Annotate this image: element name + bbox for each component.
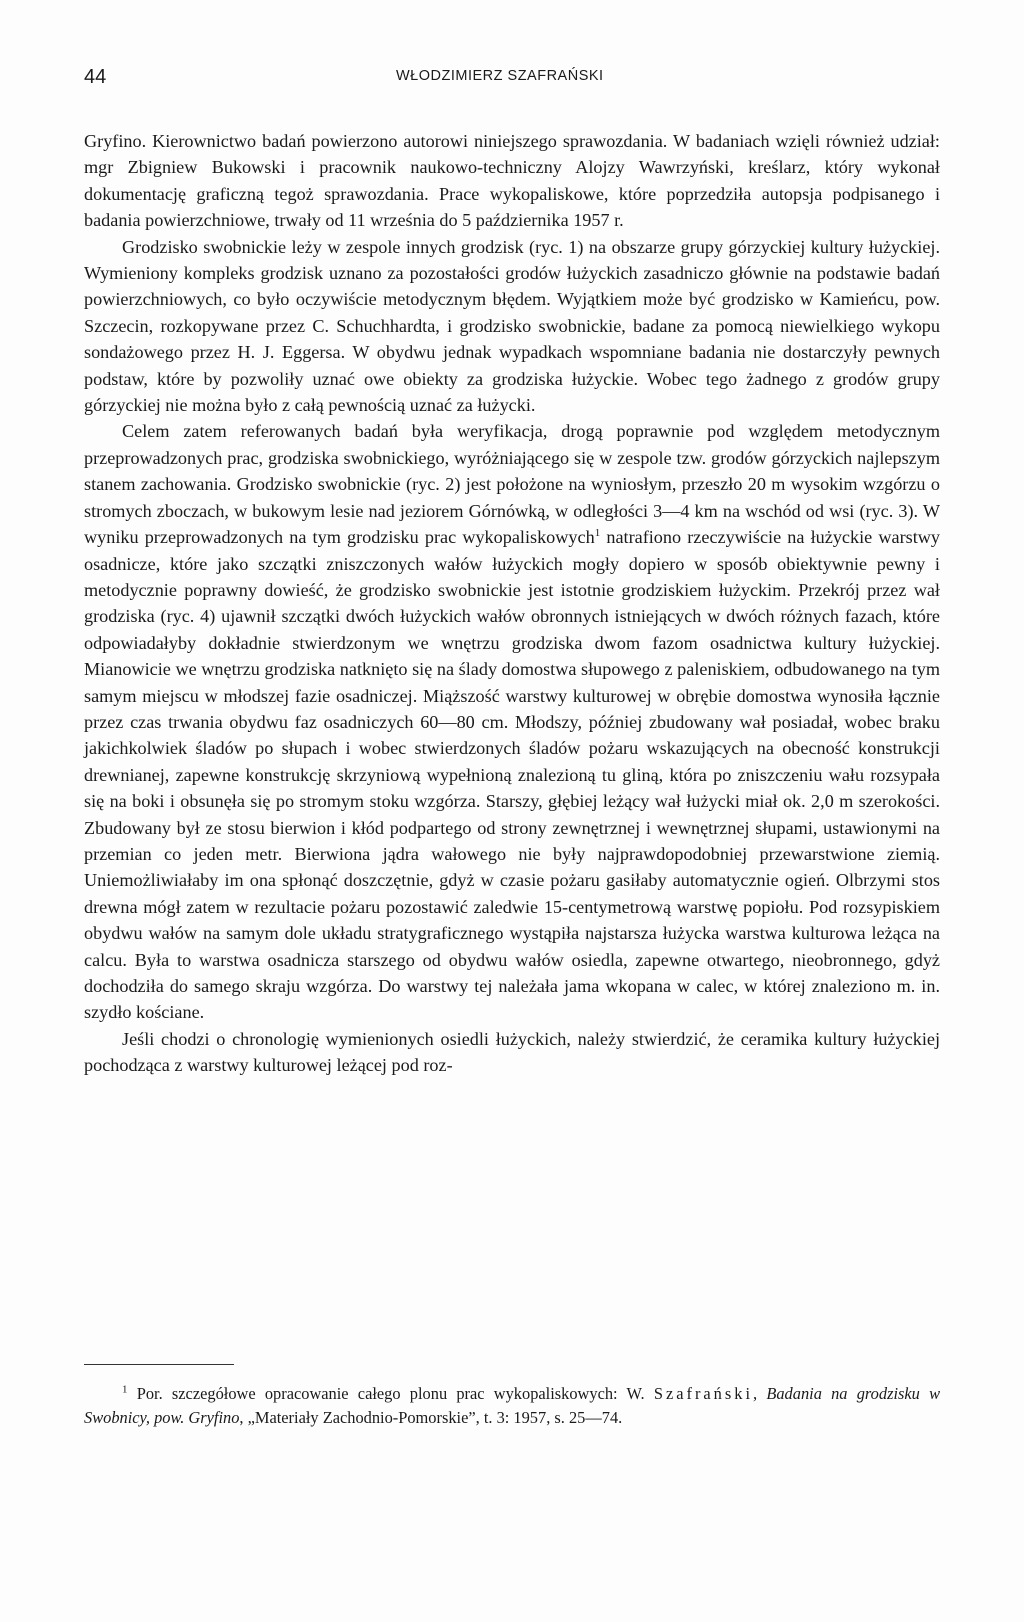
footnote-separator [84, 1364, 234, 1365]
paragraph-3-part-2: natrafiono rzeczywiście na łużyckie warstwy osadnicze, które jako szczątki zniszczonych wałów łużyckich mogły dopiero w sposób obiektywnie pewny i metodycznie poprawny dowieść, że grodzisko swobnickie jest istotnie grodziskiem łużyckim. Przekrój przez wał grodziska (ryc. 4) ujawnił szczątki dwóch łużyckich wałów obronnych istniejących w dwóch różnych fazach, które odpowiadałyby dokładnie stwierdzonym we wnętrzu grodziska dwom fazom osadnictwa kultury łużyckiej. Mianowicie we wnętrzu grodziska natknięto się na ślady domostwa słupowego z paleniskiem, odbudowanego na tym samym miejscu w młodszej fazie osadniczej. Miąższość warstwy kulturowej w obrębie domostwa wynosiła łącznie przez czas trwania obydwu faz osadniczych 60—80 cm. Młodszy, później zbudowany wał posiadał, wobec braku jakichkolwiek śladów po słupach i wobec stwierdzonych śladów pożaru wskazujących na obecność konstrukcji drewnianej, zapewne konstrukcję skrzyniową wypełnioną znalezioną tu gliną, która po zniszczeniu wału rozsypała się na boki i obsunęła się po stromym stoku wzgórza. Starszy, głębiej leżący wał łużycki miał ok. 2,0 m szerokości. Zbudowany był ze stosu bierwion i kłód podpartego od strony zewnętrznej i wewnętrznej słupami, ustawionymi na przemian co jeden metr. Bierwiona jądra wałowego nie były najprawdopodobniej przewarstwione ziemią. Uniemożliwiałaby im ona spłonąć doszczętnie, gdyż w czasie pożaru gasiłaby automatycznie ogień. Olbrzymi stos drewna mógł zatem w rezultacie pożaru pozostawić zaledwie 15-centymetrową warstwę popiołu. Pod rozsypiskiem obydwu wałów na samym dole układu stratygraficznego wystąpiła najstarsza łużycka warstwa kulturowa leżąca na calcu. Była to warstwa osadnicza starszego od obydwu wałów osiedla, zapewne otwartego, nieobronnego, gdyż dochodziła do samego skraju wzgórza. Do warstwy tej należała jama wkopana w calec, w której znaleziono m. in. szydło kościane. [84, 527, 940, 1023]
footnote-text-2: , [753, 1384, 767, 1403]
footnote-title: Badania na grodzisku w Swobnicy, pow. Gryfino [84, 1384, 941, 1427]
footnote-text-3: , „Materiały Zachodnio-Pomorskie”, t. 3: 1957, s. 25—74. [239, 1408, 623, 1427]
paragraph-4: Jeśli chodzi o chronologię wymienionych osiedli łużyckich, należy stwierdzić, że ceramika kultury łużyckiej pochodząca z warstwy kulturowej leżącej pod roz- [84, 1028, 940, 1076]
footnote-text-1: Por. szczegółowe opracowanie całego plonu prac wykopaliskowych: W. [127, 1384, 654, 1403]
body-text [84, 128, 940, 1079]
paragraph-1: Gryfino. Kierownictwo badań powierzono autorowi niniejszego sprawozdania. W badaniach wzięli również udział: mgr Zbigniew Bukowski i pracownik naukowo-techniczny Alojzy Wawrzyński, kreślarz, który wykonał dokumentację graficzną tegoż sprawozdania. Prace wykopaliskowe, które poprzedziła autopsja podpisanego i badania powierzchniowe, trwały od 11 września do 5 października 1957 r. [84, 131, 940, 231]
footnote-marker: 1 [122, 1383, 128, 1396]
footnote [84, 1382, 940, 1430]
running-head: WŁODZIMIERZ SZAFRAŃSKI [396, 68, 604, 84]
paragraph-2: Grodzisko swobnickie leży w zespole innych grodzisk (ryc. 1) na obszarze grupy górzyckiej kultury łużyckiej. Wymieniony kompleks grodzisk uznano za pozostałości grodów łużyckich zasadniczo głównie na podstawie badań powierzchniowych, co było oczywiście metodycznym błędem. Wyjątkiem może być grodzisko w Kamieńcu, pow. Szczecin, rozkopywane przez C. Schuchhardta, i grodzisko swobnickie, badane za pomocą niewielkiego wykopu sondażowego przez H. J. Eggersa. W obydwu jednak wypadkach wspomniane badania nie dostarczyły pewnych podstaw, które by pozwoliły uznać owe obiekty za grodziska łużyckie. Wobec tego żadnego z grodów grupy górzyckiej nie można było z całą pewnością uznać za łużycki. [84, 236, 940, 416]
footnote-reference[interactable]: 1 [594, 527, 601, 540]
paragraph-3 [84, 418, 940, 1025]
page-number: 44 [84, 66, 107, 88]
footnote-author: Szafrański [653, 1384, 754, 1403]
paragraph-3-part-1: Celem zatem referowanych badań była weryfikacja, drogą poprawnie pod względem metodycznym przeprowadzonych prac, grodziska swobnickiego, wyróżniającego się w zespole tzw. grodów górzyckich najlepszym stanem zachowania. Grodzisko swobnickie (ryc. 2) jest położone na wyniosłym, przeszło 20 m wysokim wzgórzu o stromych zboczach, w bukowym lesie nad jeziorem Górnówką, w odległości 3—4 km na wschód od wsi (ryc. 3). W wyniku przeprowadzonych na tym grodzisku prac wykopaliskowych [84, 421, 940, 548]
page-header [84, 62, 940, 94]
